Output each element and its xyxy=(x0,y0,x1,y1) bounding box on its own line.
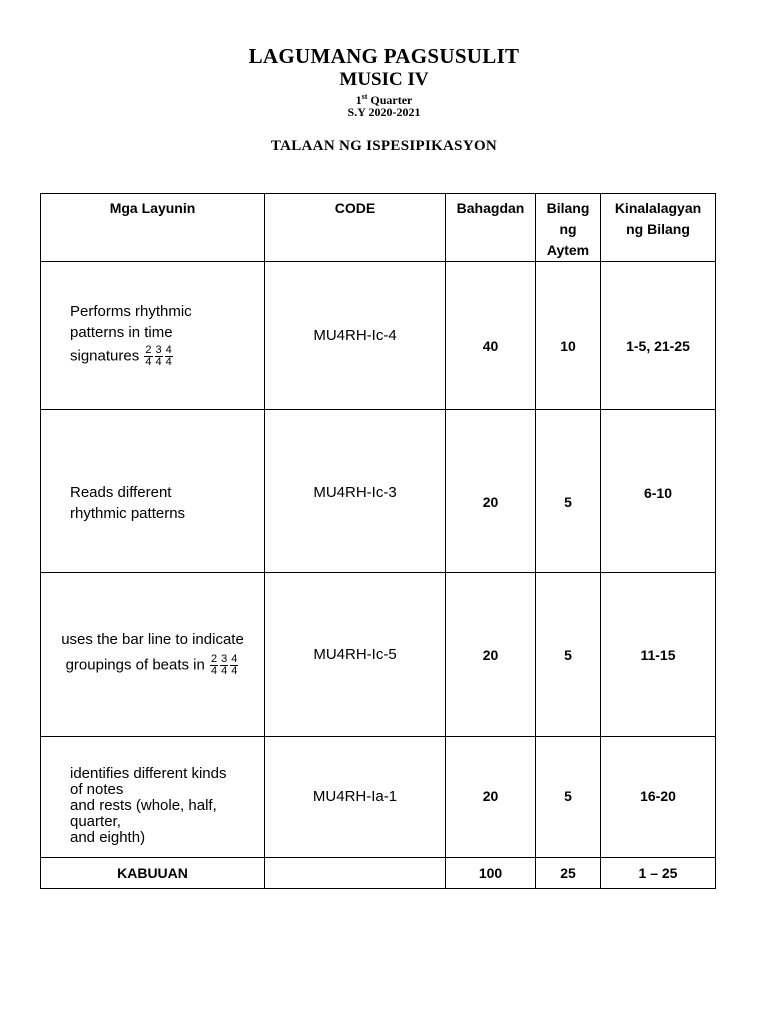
table-row xyxy=(41,573,716,737)
document-title: LAGUMANG PAGSUSULIT xyxy=(248,44,520,68)
time-signature-fraction: $\frac{2}{4}$ xyxy=(211,653,218,677)
total-location: 1 – 25 xyxy=(601,858,716,889)
total-percent: 100 xyxy=(446,858,536,889)
percent-cell: 40 xyxy=(446,262,536,410)
col-header-percent: Bahagdan xyxy=(446,194,536,262)
total-items: 25 xyxy=(536,858,601,889)
items-cell: 5 xyxy=(536,737,601,858)
objective-cell: Performs rhythmic patterns in time signatures $\frac{2}{4}$ $\frac{3}{4}$ $\frac{4}{4}$ xyxy=(41,262,265,410)
time-signature-fraction: $\frac{4}{4}$ xyxy=(231,653,238,677)
percent-cell: 20 xyxy=(446,737,536,858)
time-signature-fraction: $\frac{3}{4}$ xyxy=(221,653,228,677)
school-year: S.Y 2020-2021 xyxy=(347,105,421,119)
quarter-label: 1st Quarter xyxy=(355,92,413,107)
total-code-cell xyxy=(265,858,446,889)
col-header-objectives: Mga Layunin xyxy=(41,194,265,262)
col-header-code: CODE xyxy=(265,194,446,262)
location-cell: 1-5, 21-25 xyxy=(601,262,716,410)
objective-cell: Reads different rhythmic patterns xyxy=(41,410,265,573)
time-signature-fraction: $\frac{2}{4}$ xyxy=(145,344,152,368)
objective-cell: identifies different kinds of notes and rests (whole, half, quarter, and eighth) xyxy=(41,737,265,858)
table-header-row xyxy=(41,194,716,262)
code-cell: MU4RH-Ia-1 xyxy=(265,737,446,858)
time-signature-fraction: $\frac{3}{4}$ xyxy=(155,344,162,368)
code-cell: MU4RH-Ic-5 xyxy=(265,573,446,737)
table-row xyxy=(41,262,716,410)
subject-title: MUSIC IV xyxy=(339,69,429,90)
table-row xyxy=(41,737,716,858)
code-cell: MU4RH-Ic-4 xyxy=(265,262,446,410)
col-header-location: Kinalalagyan ng Bilang xyxy=(601,194,716,262)
percent-cell: 20 xyxy=(446,573,536,737)
percent-cell: 20 xyxy=(446,410,536,573)
items-cell: 5 xyxy=(536,410,601,573)
objective-cell: uses the bar line to indicate groupings of beats in $\frac{2}{4}$ $\frac{3}{4}$ $\frac{4}{4}$ xyxy=(41,573,265,737)
total-label: KABUUAN xyxy=(41,858,265,889)
total-row xyxy=(41,858,716,889)
table-title: TALAAN NG ISPESIPIKASYON xyxy=(270,138,498,154)
specification-table xyxy=(40,193,716,889)
col-header-items: Bilang ng Aytem xyxy=(536,194,601,262)
location-cell: 16-20 xyxy=(601,737,716,858)
location-cell: 11-15 xyxy=(601,573,716,737)
table-row xyxy=(41,410,716,573)
time-signature-fraction: $\frac{4}{4}$ xyxy=(165,344,172,368)
code-cell: MU4RH-Ic-3 xyxy=(265,410,446,573)
items-cell: 5 xyxy=(536,573,601,737)
location-cell: 6-10 xyxy=(601,410,716,573)
items-cell: 10 xyxy=(536,262,601,410)
